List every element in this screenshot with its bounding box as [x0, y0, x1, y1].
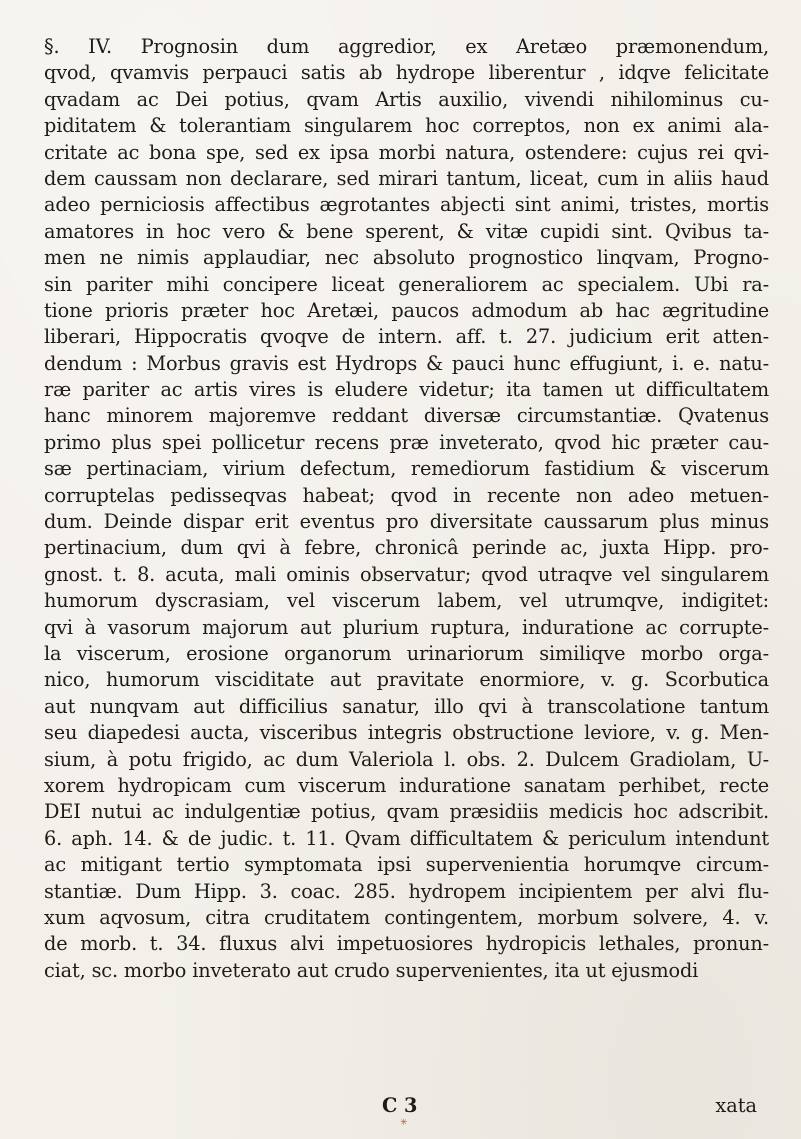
text-line: pertinacium, dum qvi à febre, chronicâ perinde ac, juxta Hipp. pro- — [44, 536, 769, 560]
catchword: xata — [715, 1094, 757, 1117]
text-line: xum aqvosum, citra cruditatem contingentem, morbum solvere, 4. v. — [44, 905, 769, 929]
text-line: xorem hydropicam cum viscerum induratione sanatam perhibet, recte — [44, 773, 769, 797]
text-line: ac mitigant tertio symptomata ipsi supervenientia horumqve circum- — [44, 853, 769, 877]
text-line: adeo perniciosis affectibus ægrotantes abjecti sint animi, tristes, mortis — [44, 193, 769, 217]
text-line: qvadam ac Dei potius, qvam Artis auxilio, vivendi nihilominus cu- — [44, 87, 769, 111]
text-line: DEI nutui ac indulgentiæ potius, qvam præsidiis medicis hoc adscribit. — [44, 800, 769, 824]
text-line: men ne nimis applaudiar, nec absoluto prognostico linqvam, Progno- — [44, 246, 769, 270]
text-line: humorum dyscrasiam, vel viscerum labem, vel utrumqve, indigitet: — [44, 589, 769, 613]
text-line: tione prioris præter hoc Aretæi, paucos admodum ab hac ægritudine — [44, 298, 769, 322]
signature-mark: C 3 — [382, 1094, 418, 1117]
text-line: dendum : Morbus gravis est Hydrops & pauci hunc effugiunt, i. e. natu- — [44, 351, 769, 375]
text-line: dem caussam non declarare, sed mirari tantum, liceat, cum in aliis haud — [44, 166, 769, 190]
ink-stain-icon: ✳ — [400, 1118, 408, 1128]
text-line: qvod, qvamvis perpauci satis ab hydrope liberentur , idqve felicitate — [44, 61, 769, 85]
text-line: ciat, sc. morbo inveterato aut crudo supervenientes, ita ut ejusmodi — [44, 958, 699, 982]
text-line: critate ac bona spe, sed ex ipsa morbi natura, ostendere: cujus rei qvi- — [44, 140, 769, 164]
text-line: primo plus spei pollicetur recens præ inveterato, qvod hic præter cau- — [44, 430, 769, 454]
text-line: hanc minorem majoremve reddant diversæ circumstantiæ. Qvatenus — [44, 404, 769, 428]
text-line: sium, à potu frigido, ac dum Valeriola l. obs. 2. Dulcem Gradiolam, U- — [44, 747, 769, 771]
text-line: sæ pertinaciam, virium defectum, remediorum fastidium & viscerum — [44, 457, 769, 481]
text-line: stantiæ. Dum Hipp. 3. coac. 285. hydropem incipientem per alvi flu- — [44, 879, 769, 903]
text-line: dum. Deinde dispar erit eventus pro diversitate caussarum plus minus — [44, 510, 769, 534]
text-line: sin pariter mihi concipere liceat generaliorem ac specialem. Ubi ra- — [44, 272, 769, 296]
text-line: piditatem & tolerantiam singularem hoc correptos, non ex animi ala- — [44, 114, 769, 138]
text-line: qvi à vasorum majorum aut plurium ruptura, induratione ac corrupte- — [44, 615, 769, 639]
text-line: de morb. t. 34. fluxus alvi impetuosiores hydropicis lethales, pronun- — [44, 932, 769, 956]
text-line: corruptelas pedisseqvas habeat; qvod in recente non adeo metuen- — [44, 483, 769, 507]
text-line: seu diapedesi aucta, visceribus integris obstructione leviore, v. g. Men- — [44, 721, 769, 745]
body-text — [44, 34, 769, 984]
text-line: la viscerum, erosione organorum urinariorum similiqve morbo orga- — [44, 641, 769, 665]
text-line: aut nunqvam aut difficilius sanatur, illo qvi à transcolatione tantum — [44, 694, 769, 718]
text-line: nico, humorum visciditate aut pravitate enormiore, v. g. Scorbutica — [44, 668, 769, 692]
text-line: liberari, Hippocratis qvoqve de intern. aff. t. 27. judicium erit atten- — [44, 325, 769, 349]
text-line: §. IV. Prognosin dum aggredior, ex Aretæo præmonendum, — [44, 35, 769, 58]
text-line: gnost. t. 8. acuta, mali ominis observatur; qvod utraqve vel singularem — [44, 562, 769, 586]
text-line: ræ pariter ac artis vires is eludere videtur; ita tamen ut difficultatem — [44, 378, 769, 402]
text-line: 6. aph. 14. & de judic. t. 11. Qvam difficultatem & periculum intendunt — [44, 826, 769, 850]
text-line: amatores in hoc vero & bene sperent, & vitæ cupidi sint. Qvibus ta- — [44, 219, 769, 243]
page-footer — [44, 1093, 769, 1119]
